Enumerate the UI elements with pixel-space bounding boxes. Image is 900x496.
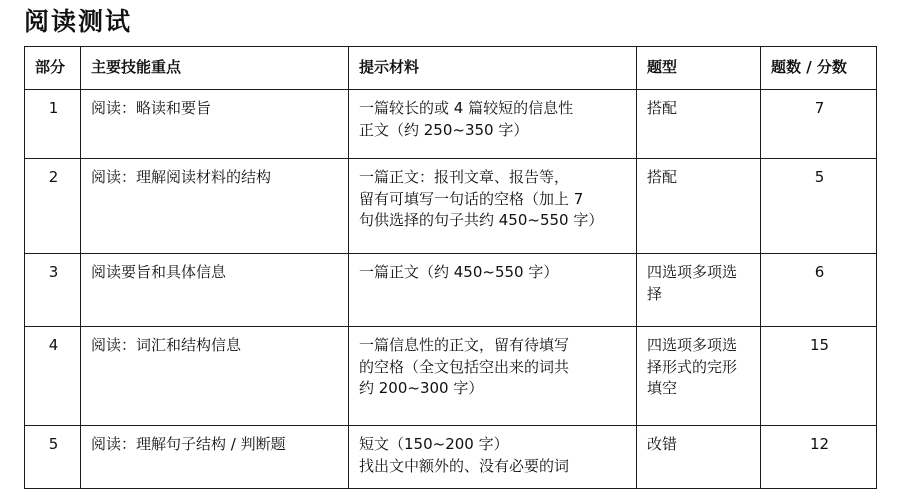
cell-type-line: 择形式的完形: [647, 357, 738, 376]
cell-skill: 阅读：略读和要旨: [81, 89, 349, 158]
cell-skill: 阅读：词汇和结构信息: [81, 326, 349, 425]
cell-skill: 阅读：理解阅读材料的结构: [81, 158, 349, 253]
table-row: [25, 89, 877, 158]
cell-type: [637, 326, 761, 425]
column-header-material: 提示材料: [349, 47, 637, 90]
cell-material-line: 一篇正文：报刊文章、报告等，: [359, 167, 570, 186]
cell-type: [637, 253, 761, 326]
cell-material-line: 约 200~300 字）: [359, 379, 484, 398]
cell-count: 6: [761, 253, 877, 326]
cell-part: 2: [25, 158, 81, 253]
cell-count: 7: [761, 89, 877, 158]
table-row: [25, 425, 877, 488]
cell-type: [637, 425, 761, 488]
page-title: 阅读测试: [24, 7, 133, 36]
column-header-count: 题数 / 分数: [761, 47, 877, 90]
cell-type-line: 四选项多项选: [647, 335, 738, 354]
cell-count: 15: [761, 326, 877, 425]
reading-test-spec-table: [24, 46, 877, 489]
cell-material-line: 一篇较长的或 4 篇较短的信息性: [359, 98, 574, 117]
cell-type-line: 改错: [647, 434, 678, 453]
table-row: [25, 326, 877, 425]
cell-type-line: 四选项多项选: [647, 262, 738, 281]
column-header-type: 题型: [637, 47, 761, 90]
cell-part: 5: [25, 425, 81, 488]
cell-material: [349, 89, 637, 158]
cell-type-line: 填空: [647, 379, 678, 398]
cell-type: [637, 158, 761, 253]
cell-material-line: 留有可填写一句话的空格（加上 7: [359, 189, 584, 208]
column-header-part: 部分: [25, 47, 81, 90]
cell-count: 12: [761, 425, 877, 488]
cell-type: [637, 89, 761, 158]
cell-type-line: 搭配: [647, 98, 678, 117]
table-row: [25, 253, 877, 326]
cell-material: [349, 326, 637, 425]
cell-skill: 阅读：理解句子结构 / 判断题: [81, 425, 349, 488]
cell-material-line: 正文（约 250~350 字）: [359, 120, 529, 139]
column-header-skill: 主要技能重点: [81, 47, 349, 90]
cell-material-line: 一篇信息性的正文，留有待填写: [359, 335, 570, 354]
cell-skill: 阅读要旨和具体信息: [81, 253, 349, 326]
cell-part: 3: [25, 253, 81, 326]
cell-material-line: 找出文中额外的、没有必要的词: [359, 456, 570, 475]
cell-type-line: 搭配: [647, 167, 678, 186]
cell-count: 5: [761, 158, 877, 253]
table-header-row: [25, 47, 877, 90]
cell-material-line: 的空格（全文包括空出来的词共: [359, 357, 570, 376]
cell-material-line: 一篇正文（约 450~550 字）: [359, 262, 559, 281]
cell-part: 4: [25, 326, 81, 425]
cell-type-line: 择: [647, 284, 663, 303]
table-row: [25, 158, 877, 253]
cell-material-line: 句供选择的句子共约 450~550 字）: [359, 211, 604, 230]
cell-material: [349, 158, 637, 253]
cell-material: [349, 425, 637, 488]
cell-material: [349, 253, 637, 326]
cell-part: 1: [25, 89, 81, 158]
cell-material-line: 短文（150~200 字）: [359, 434, 509, 453]
